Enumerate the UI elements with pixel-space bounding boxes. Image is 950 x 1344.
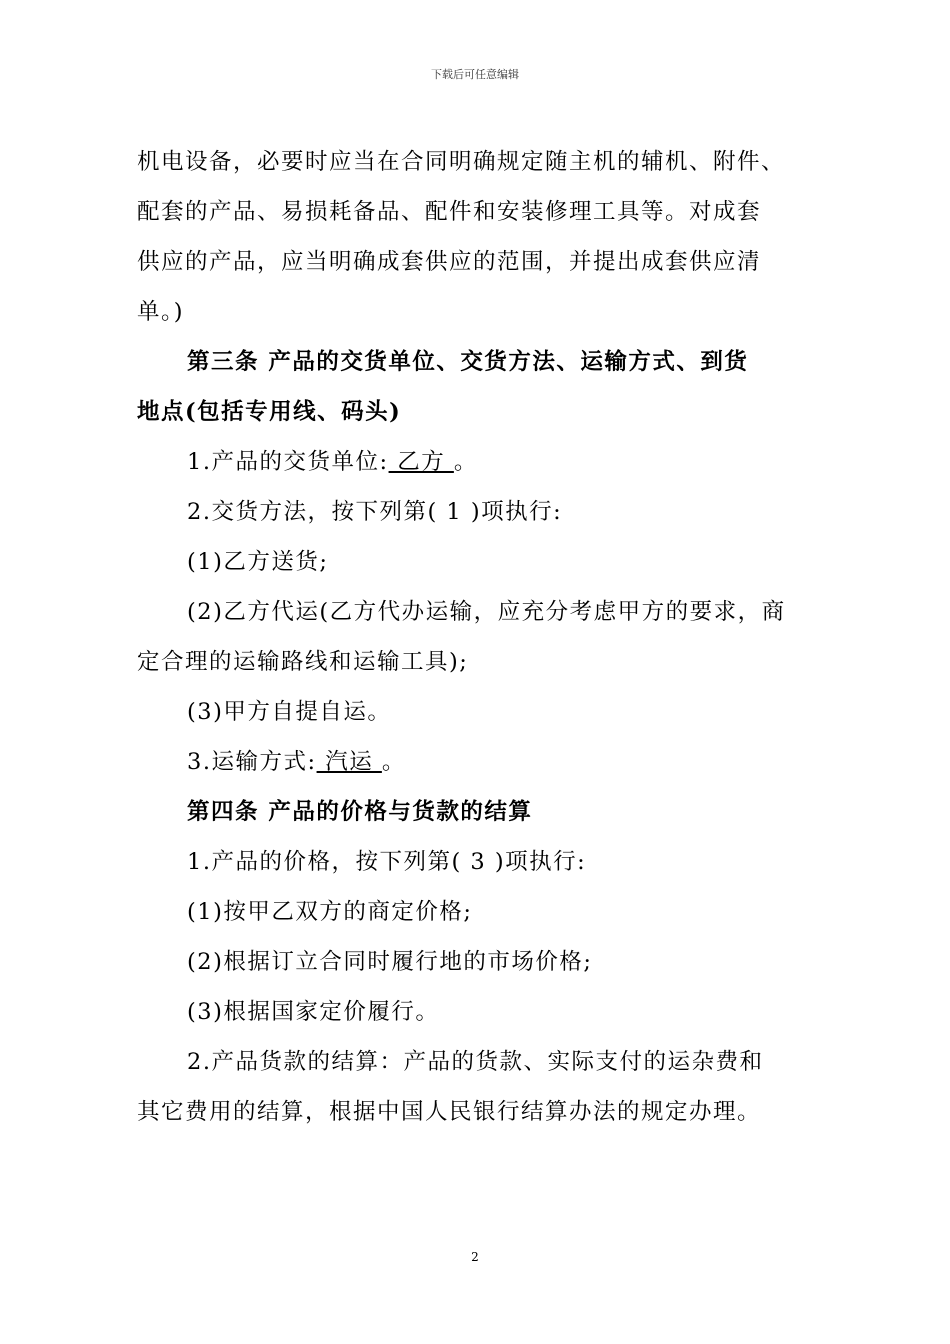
- price-option-3: (3)根据国家定价履行。: [187, 999, 440, 1025]
- delivery-unit-line: [137, 437, 827, 487]
- article-3-title: 第三条 产品的交货单位、交货方法、运输方式、到货: [187, 349, 749, 375]
- document-body: [137, 137, 827, 1137]
- transport-mode-line: [137, 737, 827, 787]
- transport-mode-label: 3.运输方式:: [187, 749, 317, 775]
- delivery-unit-label: 1.产品的交货单位:: [187, 449, 389, 475]
- payment-line-cont: 其它费用的结算，根据中国人民银行结算办法的规定办理。: [137, 1099, 762, 1125]
- paragraph-line: 单。): [137, 299, 185, 325]
- delivery-unit-value: 乙方: [388, 449, 454, 475]
- delivery-unit-suffix: 。: [453, 449, 478, 475]
- article-3-title-cont: 地点(包括专用线、码头): [137, 399, 402, 425]
- delivery-option-2: (2)乙方代运(乙方代办运输，应充分考虑甲方的要求，商: [187, 599, 786, 625]
- paragraph-line: 配套的产品、易损耗备品、配件和安装修理工具等。对成套: [137, 199, 762, 225]
- price-option-1: (1)按甲乙双方的商定价格;: [187, 899, 473, 925]
- transport-mode-value: 汽运: [316, 749, 382, 775]
- delivery-option-1: (1)乙方送货;: [187, 549, 329, 575]
- delivery-option-3: (3)甲方自提自运。: [187, 699, 392, 725]
- delivery-method-line: 2.交货方法，按下列第( 1 )项执行:: [187, 499, 563, 525]
- payment-line: 2.产品货款的结算：产品的货款、实际支付的运杂费和: [187, 1049, 764, 1075]
- paragraph-line: 供应的产品，应当明确成套供应的范围，并提出成套供应清: [137, 249, 762, 275]
- price-option-2: (2)根据订立合同时履行地的市场价格;: [187, 949, 593, 975]
- transport-mode-suffix: 。: [381, 749, 406, 775]
- page-header: 下载后可任意编辑: [431, 68, 519, 81]
- article-4-title: 第四条 产品的价格与货款的结算: [187, 799, 533, 825]
- page-number: 2: [471, 1250, 479, 1264]
- delivery-option-2-cont: 定合理的运输路线和运输工具);: [137, 649, 469, 675]
- price-line: 1.产品的价格，按下列第( 3 )项执行:: [187, 849, 587, 875]
- paragraph-line: 机电设备，必要时应当在合同明确规定随主机的辅机、附件、: [137, 149, 786, 175]
